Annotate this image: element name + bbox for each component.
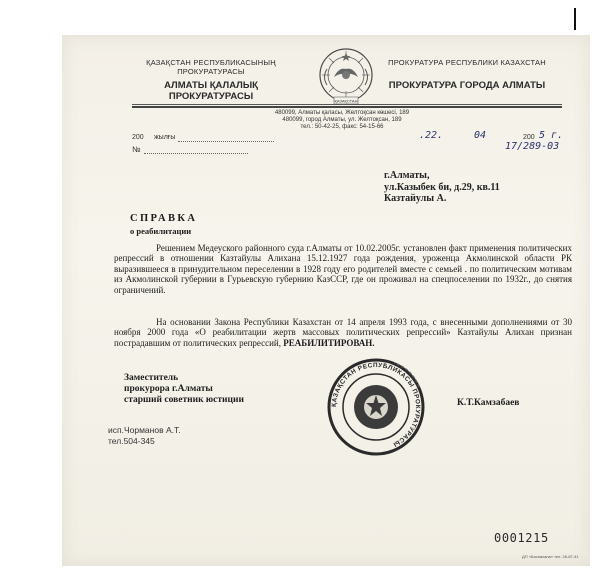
recipient-address [384, 170, 584, 205]
year-suffix-kz: жылғы [154, 134, 176, 141]
paragraph-court-decision: Решением Медеуского районного суда г.Алматы от 10.02.2005г. установлен факт применения политических репрессий в отношении Казтайулы Алихана 15.12.1927 года рождения, уроженца Акмолинской области РК выразившееся в принудительном переселении в 1928 году его родителей вместе с семьей . по политическим мотивам из Акмолинской губернии в Гурьевскую губернию КазССР, где он проживал на спецпоселении по 1932г., до снятия ограничений. [114, 243, 572, 295]
address-kz: 480099, Алматы қаласы, Желтоқсан көшесі, 189 [274, 110, 410, 116]
paragraph-rehabilitation-text: На основании Закона Республики Казахстан от 14 апреля 1993 года, с внесенными дополнениями от 30 ноября 2000 года «О реабилитации жертв массовых политических репрессий» Казтайулы Алихан признан пострадавшим от политических репрессий, [114, 317, 572, 348]
state-emblem-icon [317, 47, 375, 107]
address-ru: 480099, город Алматы, ул. Желтоқсан, 189 [282, 117, 402, 123]
year-prefix-kz: 200 [132, 134, 144, 141]
rehabilitated-verdict: РЕАБИЛИТИРОВАН. [283, 337, 375, 348]
executor-phone: тел.504-345 [108, 436, 155, 446]
emblem-label: ҚАЗАҚСТАН [334, 98, 358, 104]
date-day-handwritten: .22. [419, 130, 444, 141]
document-title: СПРАВКА [130, 213, 198, 224]
header-ru-main: ПРОКУРАТУРА ГОРОДА АЛМАТЫ [388, 80, 546, 91]
header-rule-top [132, 104, 562, 105]
date-month-handwritten: 04 [474, 130, 487, 141]
signatory-title [124, 373, 244, 406]
signatory-office: прокурора г.Алматы [124, 384, 213, 394]
recipient-city: г.Алматы, [384, 170, 430, 181]
official-seal-icon [324, 357, 428, 457]
seal-ring-text: ҚАЗАҚСТАН РЕСПУБЛИКАСЫ ПРОКУРАТУРАСЫ [330, 361, 422, 448]
signatory-name: К.Т.Камзабаев [457, 398, 520, 408]
date-line-kz [178, 141, 274, 142]
serial-number: 0001215 [494, 531, 549, 545]
document-subtitle: о реабилитации [130, 226, 192, 236]
number-line [144, 153, 248, 154]
executor-name: исп.Чорманов А.Т. [108, 425, 181, 435]
executor-block [108, 425, 181, 447]
address-phones: тел.: 50-42-25, факс: 54-15-66 [300, 124, 384, 130]
header-kz-top: ҚАЗАҚСТАН РЕСПУБЛИКАСЫНЫҢ ПРОКУРАТУРАСЫ [146, 58, 276, 76]
page-edge-line [574, 8, 576, 30]
paragraph-rehabilitation [114, 317, 572, 348]
number-sign: № [132, 145, 141, 154]
header-rule-bottom [132, 106, 562, 108]
signatory-position: Заместитель [124, 373, 179, 383]
recipient-name: Казтайулы А. [384, 193, 447, 204]
recipient-street: ул.Казыбек би, д.29, кв.11 [384, 181, 500, 193]
header-ru-top: ПРОКУРАТУРА РЕСПУБЛИКИ КАЗАХСТАН [388, 58, 546, 67]
header-kz-main: АЛМАТЫ ҚАЛАЛЫҚ ПРОКУРАТУРАСЫ [164, 80, 258, 102]
year-prefix-ru: 200 [523, 134, 535, 141]
document-sheet [62, 35, 590, 566]
number-handwritten: 17/289-03 [505, 141, 560, 152]
year-handwritten: 5 г. [539, 130, 564, 141]
signatory-rank: старший советник юстиции [124, 395, 244, 405]
printer-mark: ДП «Баспахана» тел. 26-87-41 [522, 554, 579, 559]
